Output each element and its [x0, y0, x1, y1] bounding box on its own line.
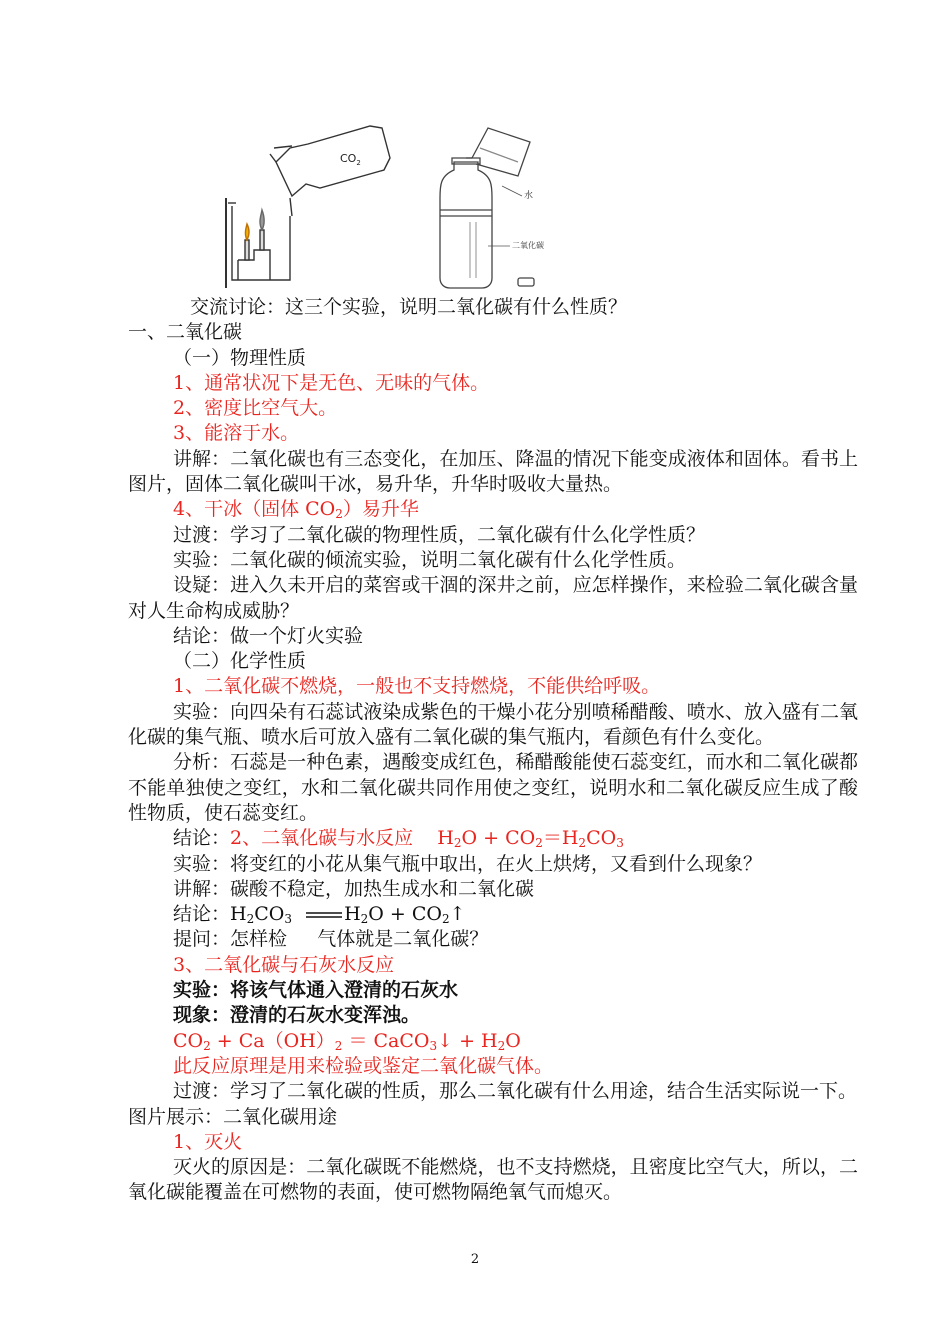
reason-fire-extinguishing: 灭火的原因是：二氧化碳既不能燃烧，也不支持燃烧，且密度比空气大，所以，二氧化碳能覆盖在可燃物的表面，使可燃物隔绝氧气而熄灭。 — [128, 1156, 858, 1204]
figure-label-co2: $CO_2$ — [340, 152, 361, 167]
principle-line: 此反应原理是用来检验或鉴定二氧化碳气体。 — [173, 1054, 554, 1077]
analysis-litmus: 分析：石蕊是一种色素，遇酸变成红色，稀醋酸能使石蕊变红，而水和二氧化碳都不能单独使之变红，水和二氧化碳共同作用使之变红，说明水和二氧化碳反应生成了酸性物质，使石蕊变红。 — [128, 751, 858, 824]
experiment-illustration — [218, 118, 558, 290]
transition-chemical: 过渡：学习了二氧化碳的物理性质，二氧化碳有什么化学性质？ — [173, 523, 706, 546]
equation-limewater: $CO_2 + Ca(OH)_2$ ＝ CaCO$_3$↓ + $H_2O$ — [173, 1029, 521, 1053]
beaker-candles-drawing — [226, 198, 290, 288]
conclusion-water-reaction: 结论：2、二氧化碳与水反应 $H_2O + CO_2=H_2CO_3$ — [173, 827, 624, 851]
phenomenon-turbid: 现象：澄清的石灰水变浑浊。 — [173, 1004, 421, 1027]
use-fire-extinguishing: 1、灭火 — [173, 1130, 243, 1153]
physical-property-1: 1、通常状况下是无色、无味的气体。 — [173, 371, 490, 394]
physical-property-4: 4、干冰（固体 $CO_2$）易升华 — [173, 498, 419, 522]
plastic-bottle-drawing — [440, 158, 534, 288]
physical-property-2: 2、密度比空气大。 — [173, 397, 338, 420]
co2-gas-bottle-drawing — [270, 126, 390, 216]
physical-properties-heading: （一）物理性质 — [173, 346, 307, 369]
experiment-limewater: 实验：将该气体通入澄清的石灰水 — [173, 979, 459, 1002]
pictures-line: 图片展示：二氧化碳用途 — [128, 1105, 338, 1128]
experiment-pouring: 实验：二氧化碳的倾流实验，说明二氧化碳有什么化学性质。 — [173, 548, 687, 571]
question-identify: 提问：怎样检 气体就是二氧化碳？ — [173, 928, 489, 951]
physical-property-3: 3、能溶于水。 — [173, 422, 300, 445]
question-cellar: 设疑：进入久未开启的菜窖或干涸的深井之前，应怎样操作，来检验二氧化碳含量对人生命构成威胁？ — [128, 574, 858, 622]
conclusion-decomposition: 结论：$H_2CO_3$ $H_2O$ + $CO_2↑$ — [173, 903, 466, 927]
chemical-property-1: 1、二氧化碳不燃烧，一般也不支持燃烧，不能供给呼吸。 — [173, 675, 661, 698]
figure-label-water: 水 — [524, 191, 534, 201]
chemical-property-3: 3、二氧化碳与石灰水反应 — [173, 953, 395, 976]
chemical-properties-heading: （二）化学性质 — [173, 650, 307, 673]
experiment-litmus-flowers: 实验：向四朵有石蕊试液染成紫色的干燥小花分别喷稀醋酸、喷水、放入盛有二氧化碳的集气瓶、喷水后可放入盛有二氧化碳的集气瓶内，看颜色有什么变化。 — [128, 700, 858, 749]
water-beaker-drawing — [466, 128, 530, 176]
conclusion-flame-test: 结论：做一个灯火实验 — [173, 624, 364, 647]
transition-uses: 过渡：学习了二氧化碳的性质，那么二氧化碳有什么用途，结合生活实际说一下。 — [173, 1080, 858, 1103]
figure-label-co2-cn: 二氧化碳 — [512, 241, 544, 250]
discussion-line: 交流讨论：这三个实验，说明二氧化碳有什么性质？ — [190, 296, 628, 318]
page-number: 2 — [470, 1252, 480, 1267]
section-heading: 一、二氧化碳 — [128, 321, 243, 344]
explanation-dry-ice: 讲解：二氧化碳也有三态变化，在加压、降温的情况下能变成液体和固体。看书上图片，固体二氧化碳叫干冰，易升华，升华时吸收大量热。 — [128, 447, 858, 496]
explanation-carbonic-acid: 讲解：碳酸不稳定，加热生成水和二氧化碳 — [173, 877, 535, 900]
lesson-body — [128, 295, 858, 1206]
heating-arrow — [304, 904, 344, 922]
experiment-heating: 实验：将变红的小花从集气瓶中取出，在火上烘烤，又看到什么现象？ — [173, 852, 763, 875]
